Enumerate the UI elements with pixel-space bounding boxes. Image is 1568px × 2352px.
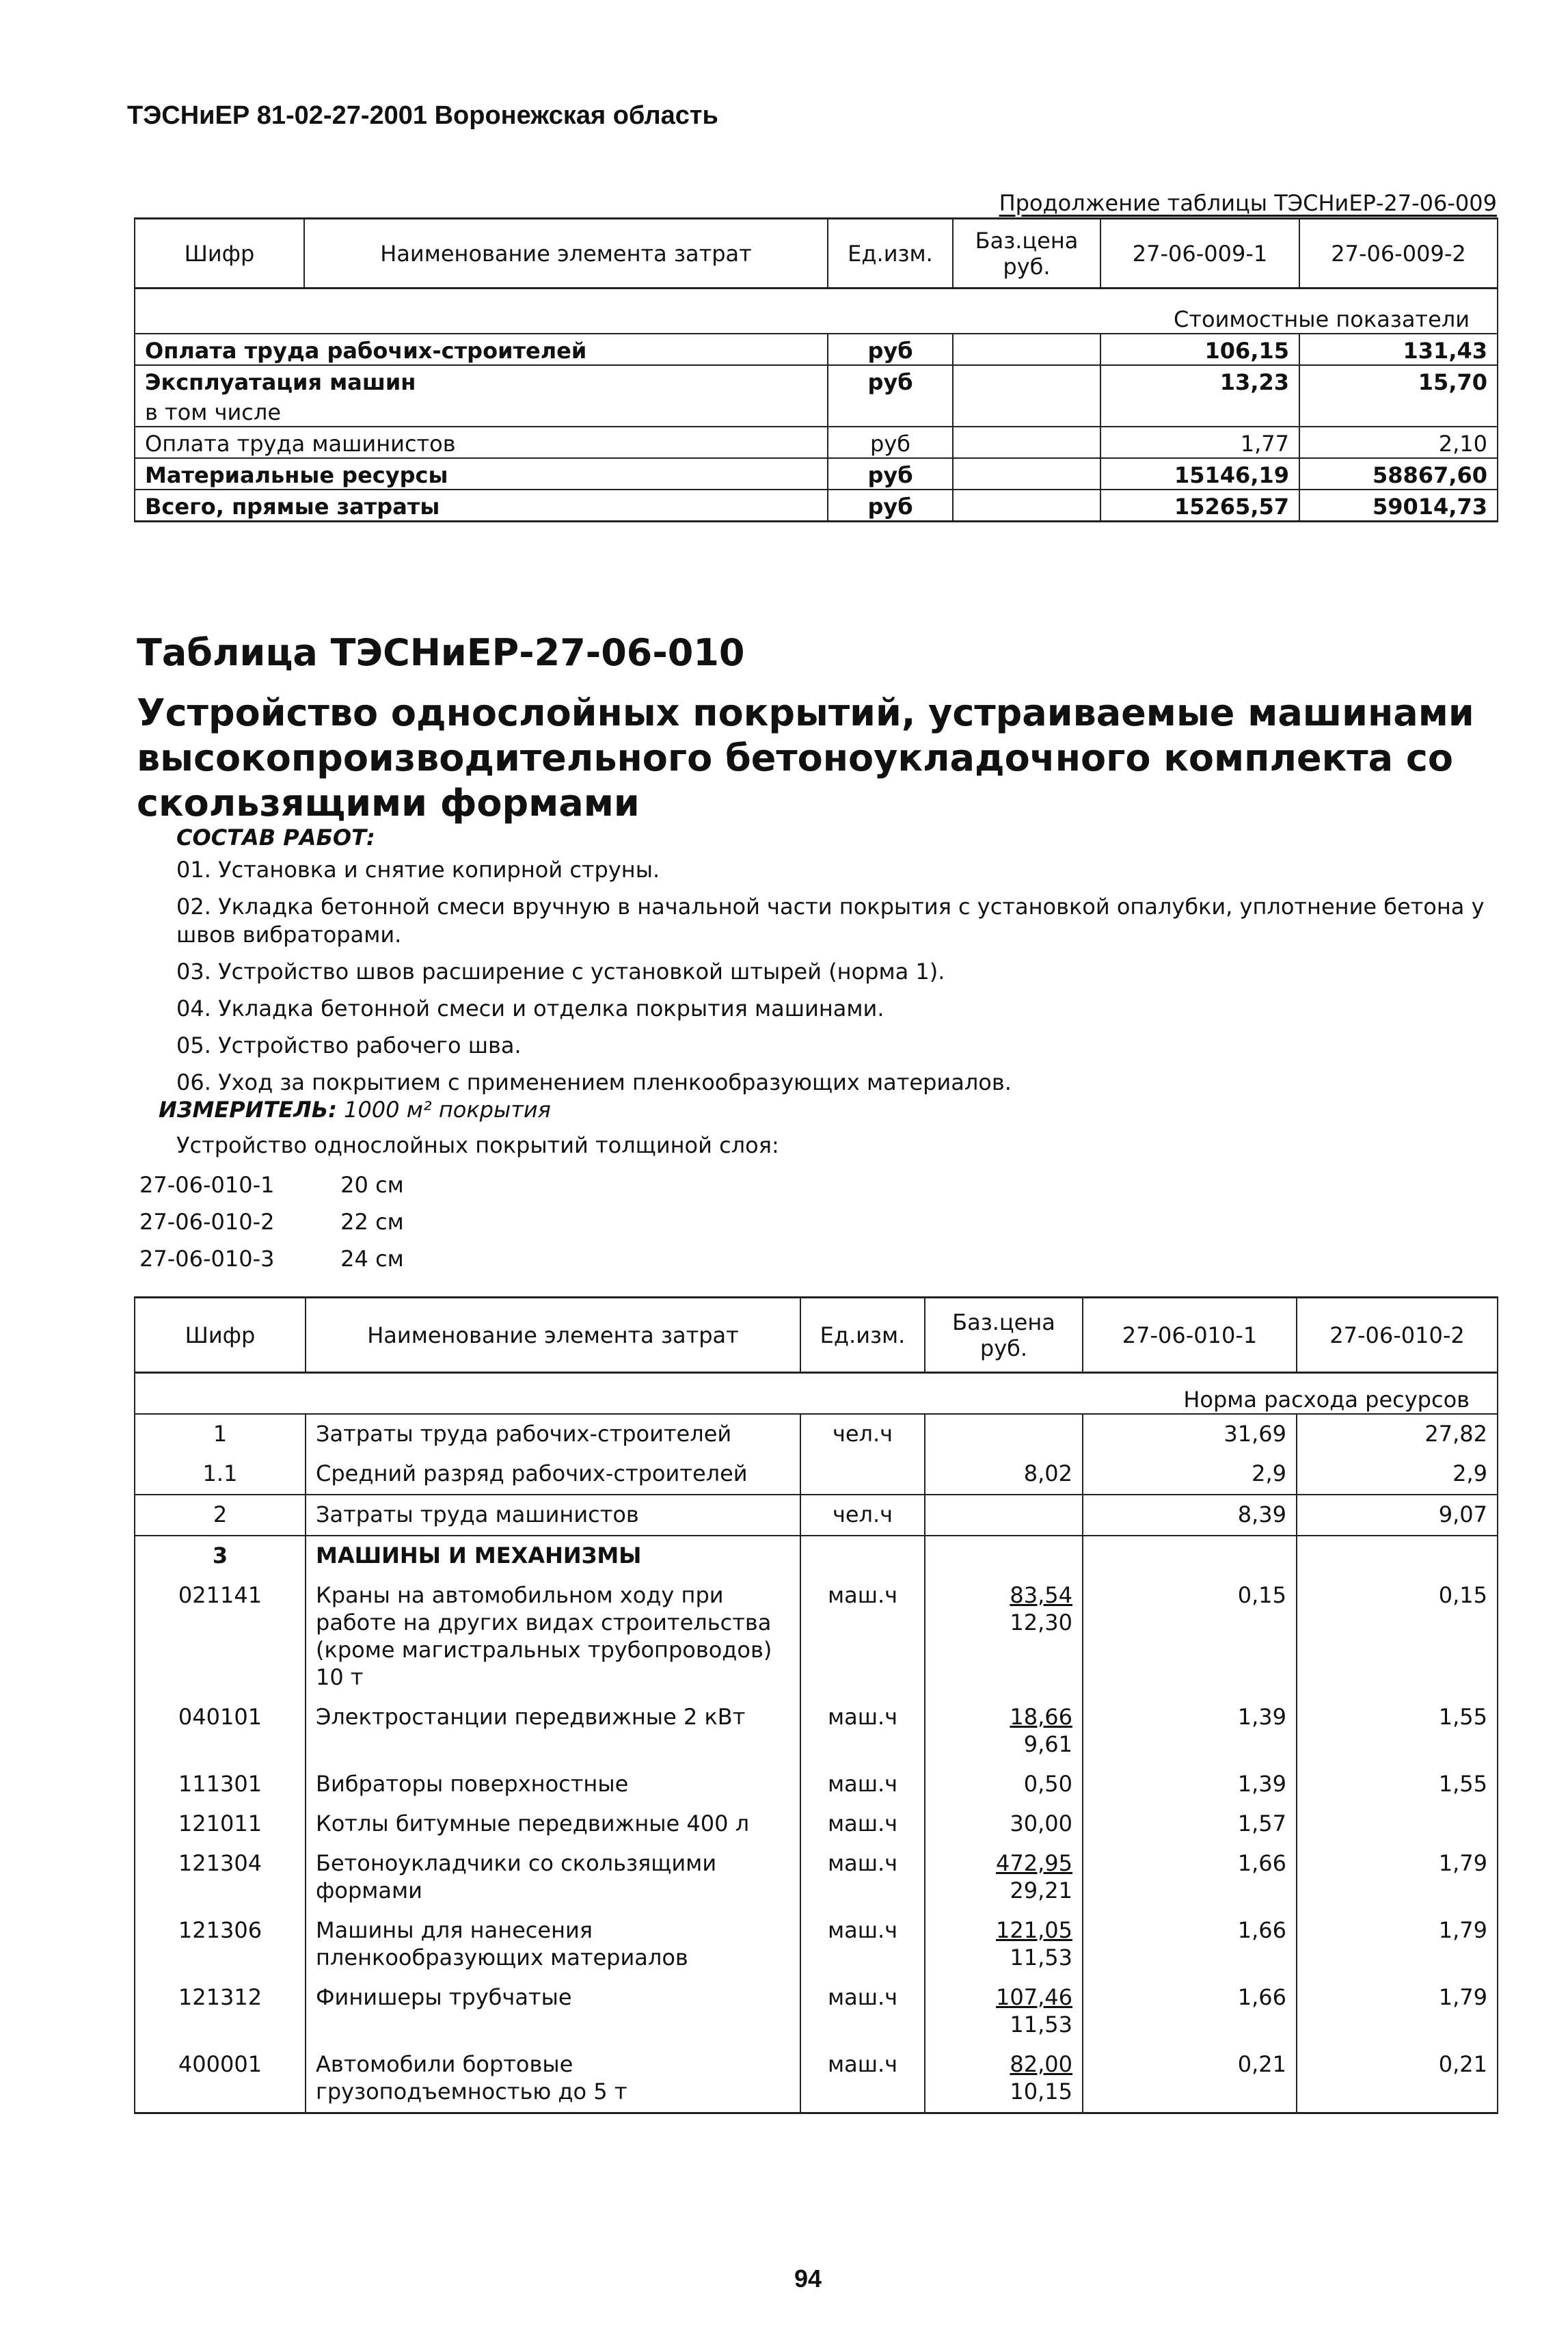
row-value-2: 27,82 <box>1297 1414 1498 1454</box>
table-row <box>135 2045 1498 2113</box>
measure-description: Устройство однослойных покрытий толщиной слоя: <box>176 1132 779 1158</box>
measure-label: ИЗМЕРИТЕЛЬ: <box>159 1097 337 1123</box>
row-name: Затраты труда машинистов <box>306 1495 800 1536</box>
row-value-1: 15265,57 <box>1100 490 1299 522</box>
row-unit <box>800 1454 925 1495</box>
row-name: Средний разряд рабочих-строителей <box>306 1454 800 1495</box>
row-unit: маш.ч <box>800 1911 925 1978</box>
row-base-price <box>953 396 1100 427</box>
row-value-2 <box>1299 396 1498 427</box>
table-subtitle: Устройство однослойных покрытий, устраиваемые машинами высокопроизводительного бетоноукладочного комплекта со скользящими формами <box>137 691 1474 825</box>
row-unit: чел.ч <box>800 1414 925 1454</box>
work-step: 03. Устройство швов расширение с установкой штырей (норма 1). <box>176 959 945 985</box>
variant-codes <box>139 1166 404 1277</box>
row-name: Материальные ресурсы <box>135 458 828 490</box>
row-value-1: 1,66 <box>1083 1978 1297 2045</box>
row-unit: маш.ч <box>800 1978 925 2045</box>
row-name: Всего, прямые затраты <box>135 490 828 522</box>
table-row <box>135 427 1498 458</box>
row-value-2: 2,10 <box>1299 427 1498 458</box>
row-value-1: 1,57 <box>1083 1804 1297 1844</box>
row-value-1: 1,39 <box>1083 1765 1297 1804</box>
work-step: 01. Установка и снятие копирной струны. <box>176 857 660 883</box>
col-header-code: Шифр <box>135 219 304 289</box>
row-value-1: 106,15 <box>1100 334 1299 365</box>
row-value-2: 58867,60 <box>1299 458 1498 490</box>
row-value-1: 0,21 <box>1083 2045 1297 2113</box>
row-base-price <box>953 427 1100 458</box>
row-base-price: 30,00 <box>925 1804 1083 1844</box>
row-name: Вибраторы поверхностные <box>306 1765 800 1804</box>
row-name: Бетоноукладчики со скользящими формами <box>306 1844 800 1911</box>
row-unit: чел.ч <box>800 1495 925 1536</box>
row-value-1: 2,9 <box>1083 1454 1297 1495</box>
row-name: в том числе <box>135 396 828 427</box>
table-row <box>135 1978 1498 2045</box>
row-unit: руб <box>828 334 953 365</box>
col-header-norm-2: 27-06-009-2 <box>1299 219 1498 289</box>
row-code: 2 <box>135 1495 306 1536</box>
work-step: 05. Устройство рабочего шва. <box>176 1032 522 1058</box>
row-base-price <box>953 334 1100 365</box>
row-code: 121312 <box>135 1978 306 2045</box>
col-header-norm-1: 27-06-009-1 <box>1100 219 1299 289</box>
row-code: 111301 <box>135 1765 306 1804</box>
row-base-price <box>925 1495 1083 1536</box>
table-subheader: Норма расхода ресурсов <box>135 1373 1498 1414</box>
variant-value: 24 см <box>340 1246 404 1272</box>
table-row <box>135 365 1498 396</box>
col-header-norm-1: 27-06-010-1 <box>1083 1298 1297 1373</box>
row-base-price: 83,54 12,30 <box>925 1576 1083 1698</box>
page-header: ТЭСНиЕР 81-02-27-2001 Воронежская область <box>127 101 718 130</box>
col-header-code: Шифр <box>135 1298 306 1373</box>
row-value-2 <box>1297 1804 1498 1844</box>
row-value-1: 13,23 <box>1100 365 1299 396</box>
row-unit <box>828 396 953 427</box>
variant-code-row <box>139 1203 404 1240</box>
row-value-1: 8,39 <box>1083 1495 1297 1536</box>
row-name: Электростанции передвижные 2 кВт <box>306 1698 800 1765</box>
row-code: 1.1 <box>135 1454 306 1495</box>
row-value-2: 1,79 <box>1297 1911 1498 1978</box>
row-code: 021141 <box>135 1576 306 1698</box>
row-unit: маш.ч <box>800 1765 925 1804</box>
table-row <box>135 1911 1498 1978</box>
table-row <box>135 1698 1498 1765</box>
row-unit: руб <box>828 365 953 396</box>
row-value-2: 1,55 <box>1297 1765 1498 1804</box>
row-value-2: 0,21 <box>1297 2045 1498 2113</box>
row-name: МАШИНЫ И МЕХАНИЗМЫ <box>306 1536 800 1576</box>
row-value-1: 1,66 <box>1083 1911 1297 1978</box>
row-base-price: 8,02 <box>925 1454 1083 1495</box>
table-row <box>135 1414 1498 1454</box>
row-name: Эксплуатация машин <box>135 365 828 396</box>
row-code: 400001 <box>135 2045 306 2113</box>
row-value-2 <box>1297 1536 1498 1576</box>
row-value-1: 31,69 <box>1083 1414 1297 1454</box>
row-code: 040101 <box>135 1698 306 1765</box>
col-header-unit: Ед.изм. <box>800 1298 925 1373</box>
row-value-1: 1,39 <box>1083 1698 1297 1765</box>
row-code: 121306 <box>135 1911 306 1978</box>
table-row <box>135 458 1498 490</box>
col-header-base-price: Баз.цена руб. <box>925 1298 1083 1373</box>
variant-value: 20 см <box>340 1172 404 1198</box>
row-value-2: 1,79 <box>1297 1844 1498 1911</box>
measure-line <box>159 1097 551 1123</box>
table-row <box>135 1495 1498 1536</box>
row-name: Затраты труда рабочих-строителей <box>306 1414 800 1454</box>
row-value-2: 9,07 <box>1297 1495 1498 1536</box>
row-value-2: 59014,73 <box>1299 490 1498 522</box>
page-number: 94 <box>794 2264 822 2293</box>
row-base-price: 82,00 10,15 <box>925 2045 1083 2113</box>
work-steps-list <box>176 856 1496 1106</box>
variant-code: 27-06-010-1 <box>139 1172 275 1198</box>
row-value-1: 1,77 <box>1100 427 1299 458</box>
table-continuation-caption: Продолжение таблицы ТЭСНиЕР-27-06-009 <box>999 190 1497 216</box>
row-base-price: 121,05 11,53 <box>925 1911 1083 1978</box>
row-name: Автомобили бортовые грузоподъемностью до 5 т <box>306 2045 800 2113</box>
col-header-name: Наименование элемента затрат <box>304 219 828 289</box>
row-base-price <box>953 458 1100 490</box>
table-row <box>135 1536 1498 1576</box>
row-base-price <box>953 490 1100 522</box>
work-step: 02. Укладка бетонной смеси вручную в начальной части покрытия с установкой опалубки, уплотнение бетона у швов вибраторами. <box>176 894 1485 948</box>
table-row <box>135 334 1498 365</box>
measure-value: 1000 м² покрытия <box>344 1097 551 1123</box>
col-header-base-price: Баз.цена руб. <box>953 219 1100 289</box>
table-row <box>135 1576 1498 1698</box>
row-code: 121011 <box>135 1804 306 1844</box>
work-composition-heading: СОСТАВ РАБОТ: <box>176 825 375 851</box>
row-unit: маш.ч <box>800 1698 925 1765</box>
cost-indicators-table <box>134 217 1498 522</box>
row-unit: маш.ч <box>800 1804 925 1844</box>
row-value-1 <box>1083 1536 1297 1576</box>
row-value-1: 0,15 <box>1083 1576 1297 1698</box>
row-base-price <box>953 365 1100 396</box>
row-code: 3 <box>135 1536 306 1576</box>
row-name: Краны на автомобильном ходу при работе на других видах строительства (кроме магистральных трубопроводов) 10 т <box>306 1576 800 1698</box>
col-header-unit: Ед.изм. <box>828 219 953 289</box>
variant-code-row <box>139 1166 404 1203</box>
row-name: Котлы битумные передвижные 400 л <box>306 1804 800 1844</box>
row-unit <box>800 1536 925 1576</box>
row-base-price: 472,95 29,21 <box>925 1844 1083 1911</box>
table-row <box>135 1804 1498 1844</box>
row-value-1 <box>1100 396 1299 427</box>
resource-norms-table <box>134 1296 1498 2114</box>
table-row <box>135 396 1498 427</box>
variant-code: 27-06-010-2 <box>139 1209 275 1235</box>
work-step: 06. Уход за покрытием с применением пленкообразующих материалов. <box>176 1069 1012 1095</box>
row-value-1: 1,66 <box>1083 1844 1297 1911</box>
row-base-price: 18,66 9,61 <box>925 1698 1083 1765</box>
row-value-2: 1,55 <box>1297 1698 1498 1765</box>
row-unit: маш.ч <box>800 1576 925 1698</box>
row-value-2: 131,43 <box>1299 334 1498 365</box>
row-base-price: 0,50 <box>925 1765 1083 1804</box>
row-unit: руб <box>828 458 953 490</box>
row-unit: руб <box>828 427 953 458</box>
row-name: Финишеры трубчатые <box>306 1978 800 2045</box>
row-value-1: 15146,19 <box>1100 458 1299 490</box>
col-header-name: Наименование элемента затрат <box>306 1298 800 1373</box>
row-code: 1 <box>135 1414 306 1454</box>
table-title: Таблица ТЭСНиЕР-27-06-010 <box>137 631 745 674</box>
row-name: Машины для нанесения пленкообразующих материалов <box>306 1911 800 1978</box>
row-base-price <box>925 1414 1083 1454</box>
row-unit: руб <box>828 490 953 522</box>
table-row <box>135 1844 1498 1911</box>
row-code: 121304 <box>135 1844 306 1911</box>
row-value-2: 0,15 <box>1297 1576 1498 1698</box>
row-name: Оплата труда машинистов <box>135 427 828 458</box>
row-unit: маш.ч <box>800 1844 925 1911</box>
table-subheader: Стоимостные показатели <box>135 289 1498 334</box>
variant-code-row <box>139 1240 404 1277</box>
row-base-price <box>925 1536 1083 1576</box>
variant-code: 27-06-010-3 <box>139 1246 275 1272</box>
variant-value: 22 см <box>340 1209 404 1235</box>
row-value-2: 2,9 <box>1297 1454 1498 1495</box>
table-row <box>135 490 1498 522</box>
col-header-norm-2: 27-06-010-2 <box>1297 1298 1498 1373</box>
row-unit: маш.ч <box>800 2045 925 2113</box>
work-step: 04. Укладка бетонной смеси и отделка покрытия машинами. <box>176 995 884 1021</box>
table-row <box>135 1765 1498 1804</box>
row-base-price: 107,46 11,53 <box>925 1978 1083 2045</box>
row-value-2: 15,70 <box>1299 365 1498 396</box>
table-row <box>135 1454 1498 1495</box>
row-value-2: 1,79 <box>1297 1978 1498 2045</box>
row-name: Оплата труда рабочих-строителей <box>135 334 828 365</box>
